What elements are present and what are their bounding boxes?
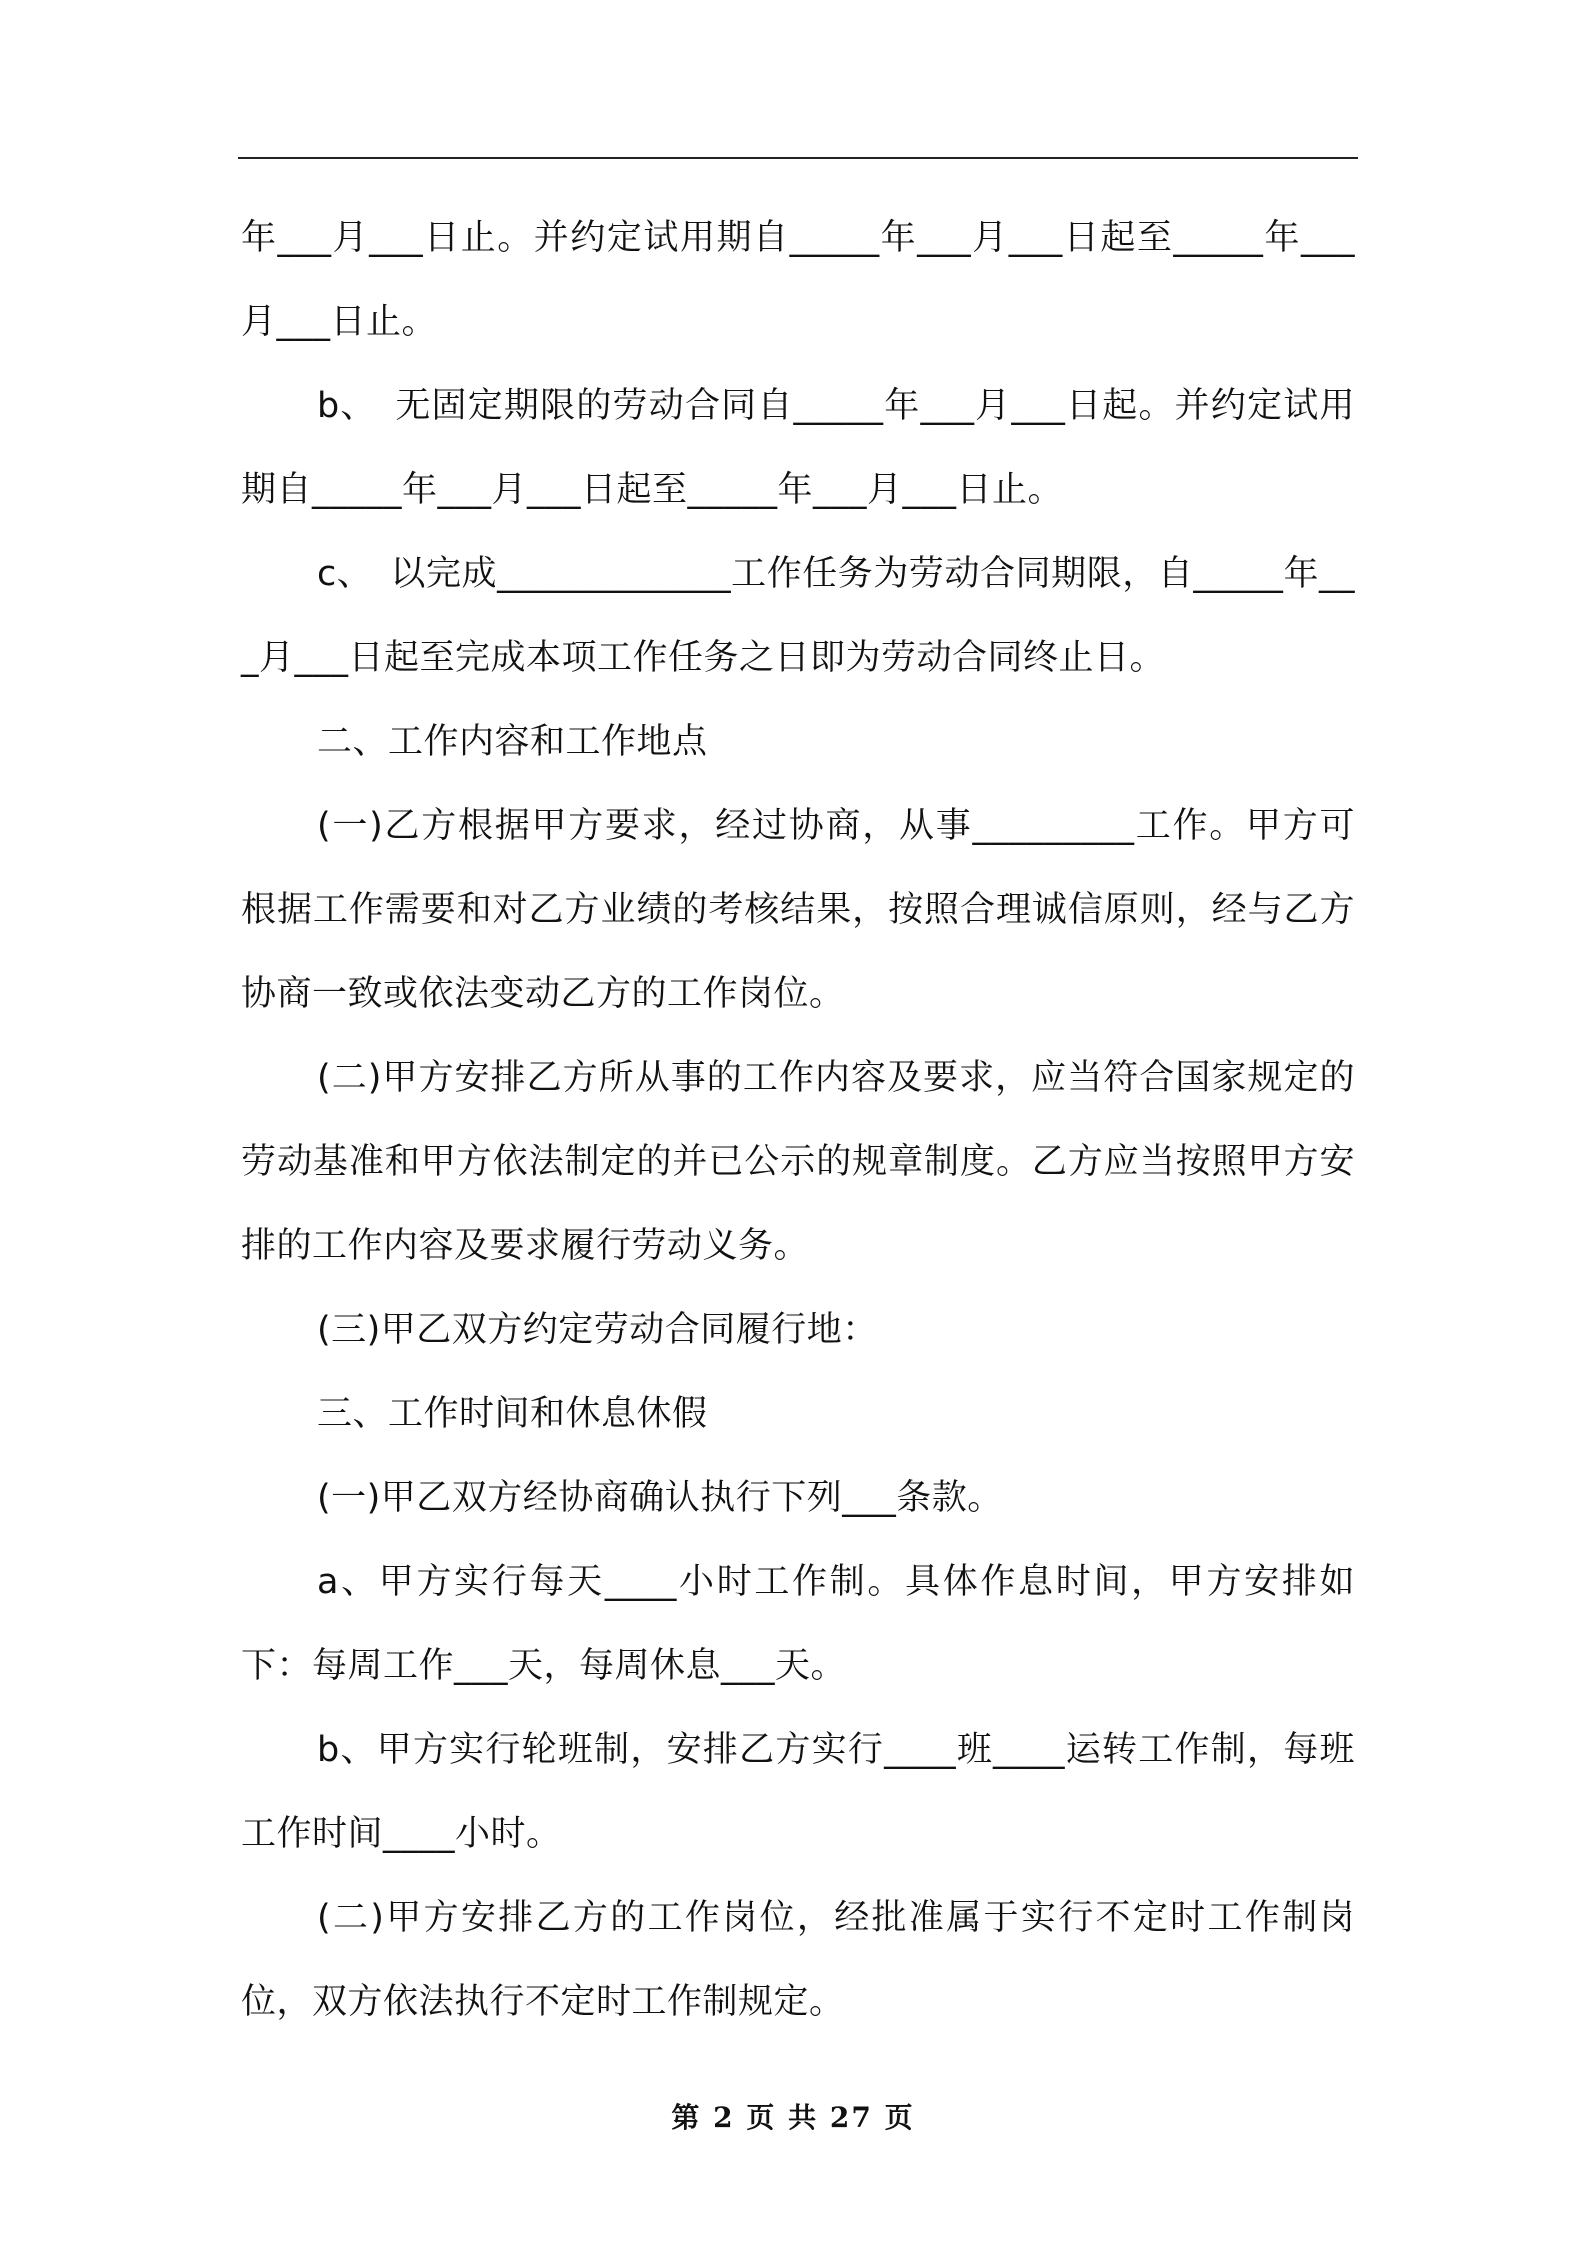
paragraph-hours-agreement: (一)甲乙双方经协商确认执行下列___条款。 bbox=[317, 1478, 1003, 1518]
section-heading-work-content: 二、工作内容和工作地点 bbox=[317, 722, 708, 762]
paragraph-flexible-hours: (二)甲方安排乙方的工作岗位，经批准属于实行不定时工作制岗位，双方依法执行不定时工作制规定。 bbox=[241, 1898, 1355, 2022]
paragraph-work-location: (三)甲乙双方约定劳动合同履行地： bbox=[317, 1310, 878, 1350]
paragraph-trial-period-end: 年___月___日止。并约定试用期自_____年___月___日起至_____年___月___日止。 bbox=[241, 218, 1355, 342]
paragraph-clause-c-task-based: c、 以完成_____________工作任务为劳动合同期限，自_____年___月___日起至完成本项工作任务之日即为劳动合同终止日。 bbox=[241, 554, 1355, 678]
document-body bbox=[241, 196, 1355, 2044]
paragraph-daily-hours: a、甲方实行每天____小时工作制。具体作息时间，甲方安排如下：每周工作___天，每周休息___天。 bbox=[241, 1562, 1355, 1686]
paragraph-clause-b-open-ended: b、 无固定期限的劳动合同自_____年___月___日起。并约定试用期自_____年___月___日起至_____年___月___日止。 bbox=[241, 386, 1355, 510]
paragraph-shift-system: b、甲方实行轮班制，安排乙方实行____班____运转工作制，每班工作时间____小时。 bbox=[241, 1730, 1355, 1854]
paragraph-work-assignment: (一)乙方根据甲方要求，经过协商，从事_________工作。甲方可根据工作需要和对乙方业绩的考核结果，按照合理诚信原则，经与乙方协商一致或依法变动乙方的工作岗位。 bbox=[241, 806, 1355, 1014]
paragraph-work-requirements: (二)甲方安排乙方所从事的工作内容及要求，应当符合国家规定的劳动基准和甲方依法制定的并已公示的规章制度。乙方应当按照甲方安排的工作内容及要求履行劳动义务。 bbox=[241, 1058, 1355, 1266]
page-number: 第 2 页 共 27 页 bbox=[671, 2101, 915, 2134]
section-heading-work-hours: 三、工作时间和休息休假 bbox=[317, 1394, 708, 1434]
header-rule bbox=[238, 157, 1358, 159]
